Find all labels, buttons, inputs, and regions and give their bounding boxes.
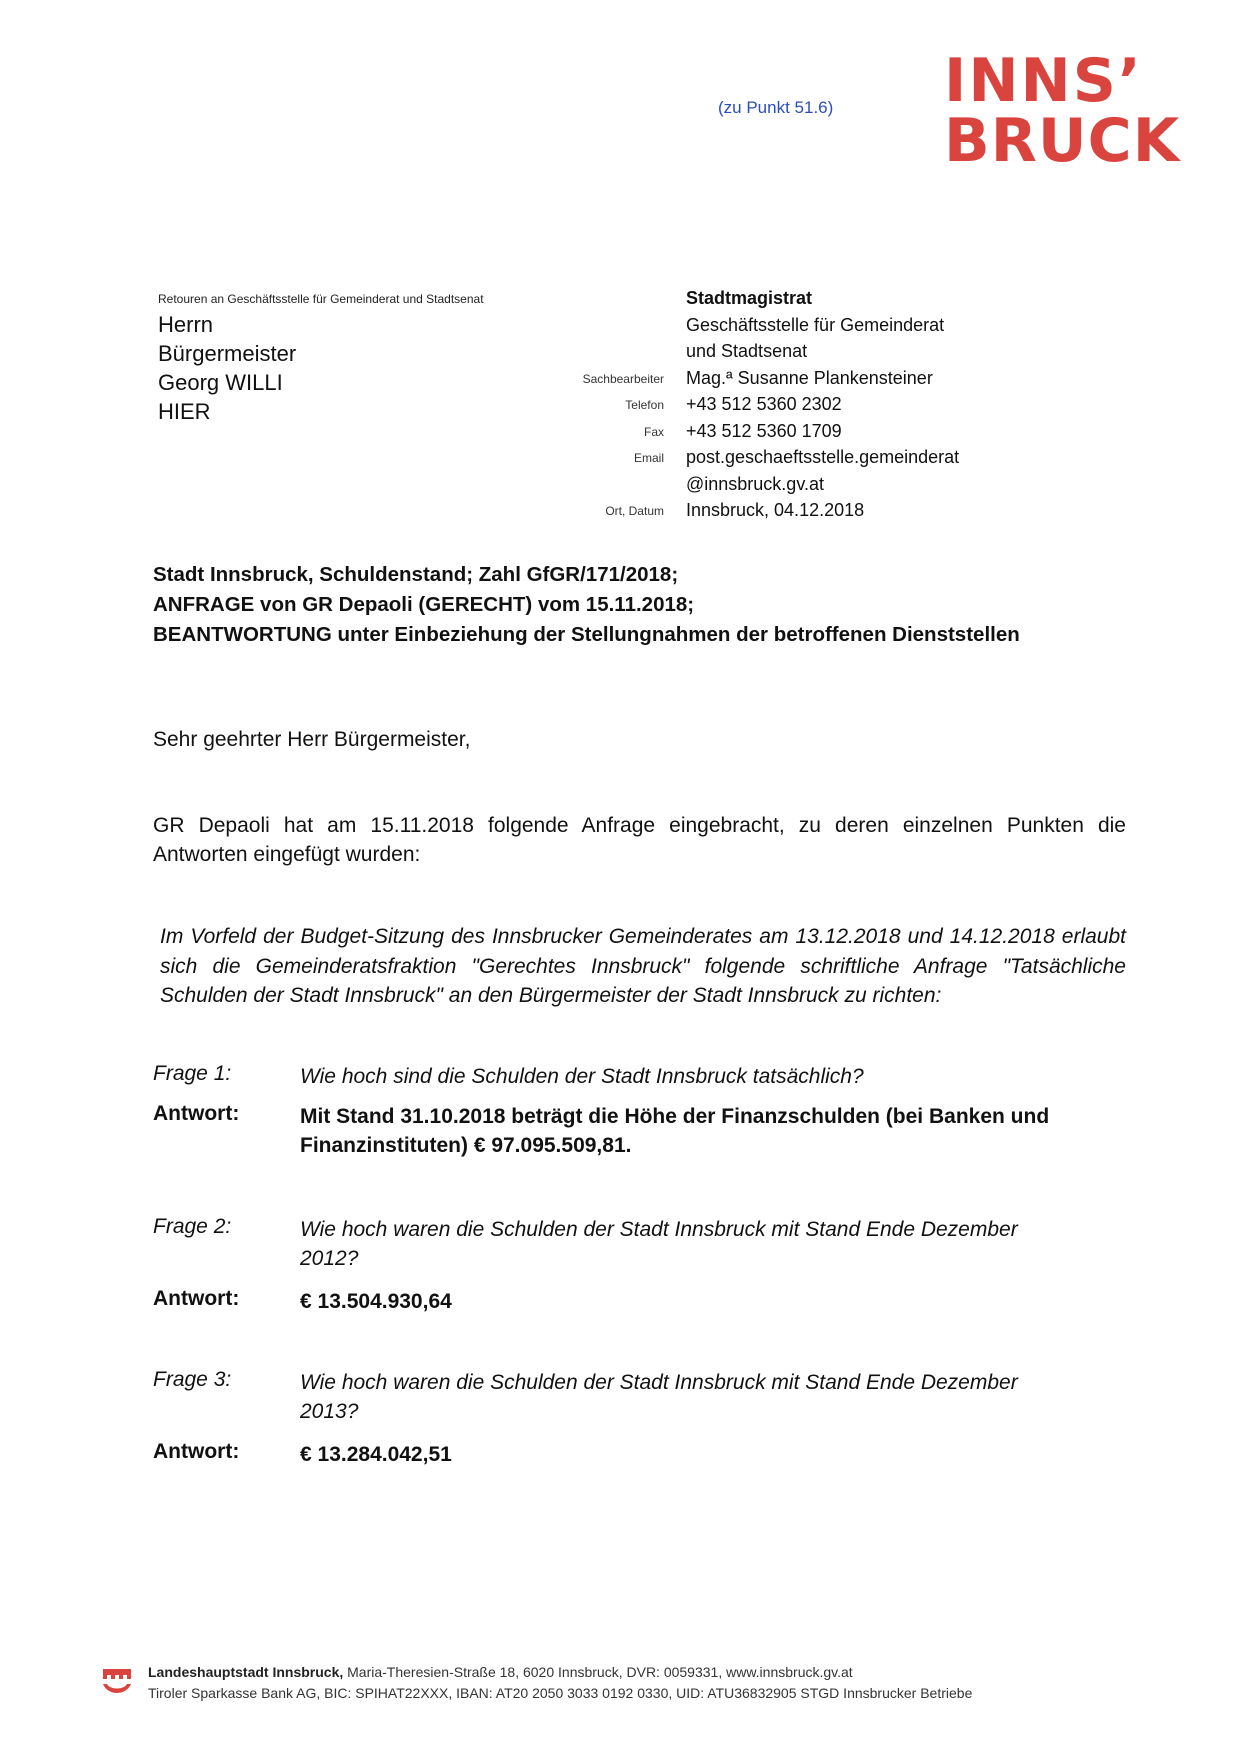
- sender-email[interactable]: post.geschaeftsstelle.gemeinderat: [686, 447, 960, 467]
- sender-block: [686, 285, 959, 524]
- question-text: Wie hoch waren die Schulden der Stadt Innsbruck mit Stand Ende Dezember 2013?: [300, 1371, 1018, 1423]
- sender-phone: +43 512 5360 2302: [686, 394, 842, 414]
- question-text: Wie hoch waren die Schulden der Stadt Innsbruck mit Stand Ende Dezember 2012?: [300, 1218, 1018, 1270]
- answer-text: € 13.284.042,51: [300, 1443, 452, 1466]
- sender-dept: Geschäftsstelle für Gemeinderat: [686, 314, 945, 335]
- subject-line: BEANTWORTUNG unter Einbeziehung der Stellungnahmen der betroffenen Dienststellen: [153, 623, 1020, 646]
- answer-text: Mit Stand 31.10.2018 beträgt die Höhe der Finanzschulden (bei Banken und Finanzinstituten) € 97.095.509,81.: [300, 1105, 1050, 1157]
- subject: [153, 560, 1020, 650]
- recipient-line: HIER: [158, 399, 211, 424]
- coat-of-arms-icon: [102, 1666, 132, 1700]
- greeting: Sehr geehrter Herr Bürgermeister,: [153, 728, 471, 751]
- sender-clerk: Mag.ª Susanne Plankensteiner: [686, 367, 933, 388]
- question-label: Frage 1:: [153, 1062, 232, 1085]
- footer-text: [148, 1662, 972, 1704]
- city-logo: [944, 46, 1194, 176]
- date-label: Ort, Datum: [605, 504, 664, 518]
- phone-label: Telefon: [625, 398, 664, 412]
- answer-text: € 13.504.930,64: [300, 1290, 452, 1313]
- question-label: Frage 2:: [153, 1215, 232, 1238]
- recipient-line: Bürgermeister: [158, 341, 297, 366]
- email-label: Email: [633, 451, 664, 465]
- logo-line-2: BRUCK: [944, 106, 1181, 176]
- question-text: Wie hoch sind die Schulden der Stadt Innsbruck tatsächlich?: [300, 1065, 864, 1088]
- sender-email[interactable]: @innsbruck.gv.at: [686, 473, 824, 494]
- answer-label: Antwort:: [153, 1287, 240, 1310]
- sender-dept: und Stadtsenat: [686, 341, 808, 361]
- return-note: Retouren an Geschäftsstelle für Gemeinderat und Stadtsenat: [158, 292, 484, 306]
- footer-line: Tiroler Sparkasse Bank AG, BIC: SPIHAT22XXX, IBAN: AT20 2050 3033 0192 0330, UID: ATU36832905 STGD Innsbrucker Betriebe: [148, 1685, 973, 1701]
- recipient-line: Georg WILLI: [158, 370, 283, 395]
- clerk-label: Sachbearbeiter: [582, 372, 664, 386]
- fax-label: Fax: [643, 425, 664, 439]
- footer-line: [148, 1662, 972, 1683]
- intro-paragraph: GR Depaoli hat am 15.11.2018 folgende Anfrage eingebracht, zu deren einzelnen Punkten die Antworten eingefügt wurden:: [153, 814, 1126, 866]
- logo-line-1: INNS’: [944, 46, 1143, 116]
- footer-city: Landeshauptstadt Innsbruck,: [148, 1664, 344, 1680]
- subject-line: ANFRAGE von GR Depaoli (GERECHT) vom 15.11.2018;: [153, 593, 695, 616]
- footer-address: Maria-Theresien-Straße 18, 6020 Innsbruck, DVR: 0059331, www.innsbruck.gv.at: [343, 1664, 853, 1680]
- quoted-request: Im Vorfeld der Budget-Sitzung des Innsbrucker Gemeinderates am 13.12.2018 und 14.12.2018 erlaubt sich die Gemeinderatsfraktion "Gerechtes Innsbruck" folgende schriftliche Anfrage "Tatsächliche Schulden der Stadt Innsbruck" an den Bürgermeister der Stadt Innsbruck zu richten:: [160, 925, 1126, 1007]
- sender-fax: +43 512 5360 1709: [686, 420, 842, 441]
- answer-label: Antwort:: [153, 1440, 240, 1463]
- sender-org: Stadtmagistrat: [686, 288, 813, 308]
- question-label: Frage 3:: [153, 1368, 232, 1391]
- answer-label: Antwort:: [153, 1102, 240, 1125]
- reference-note: (zu Punkt 51.6): [718, 98, 834, 117]
- recipient-line: Herrn: [158, 312, 214, 337]
- sender-date: Innsbruck, 04.12.2018: [686, 500, 865, 520]
- recipient-address: [158, 310, 296, 426]
- subject-line: Stadt Innsbruck, Schuldenstand; Zahl GfGR/171/2018;: [153, 563, 679, 586]
